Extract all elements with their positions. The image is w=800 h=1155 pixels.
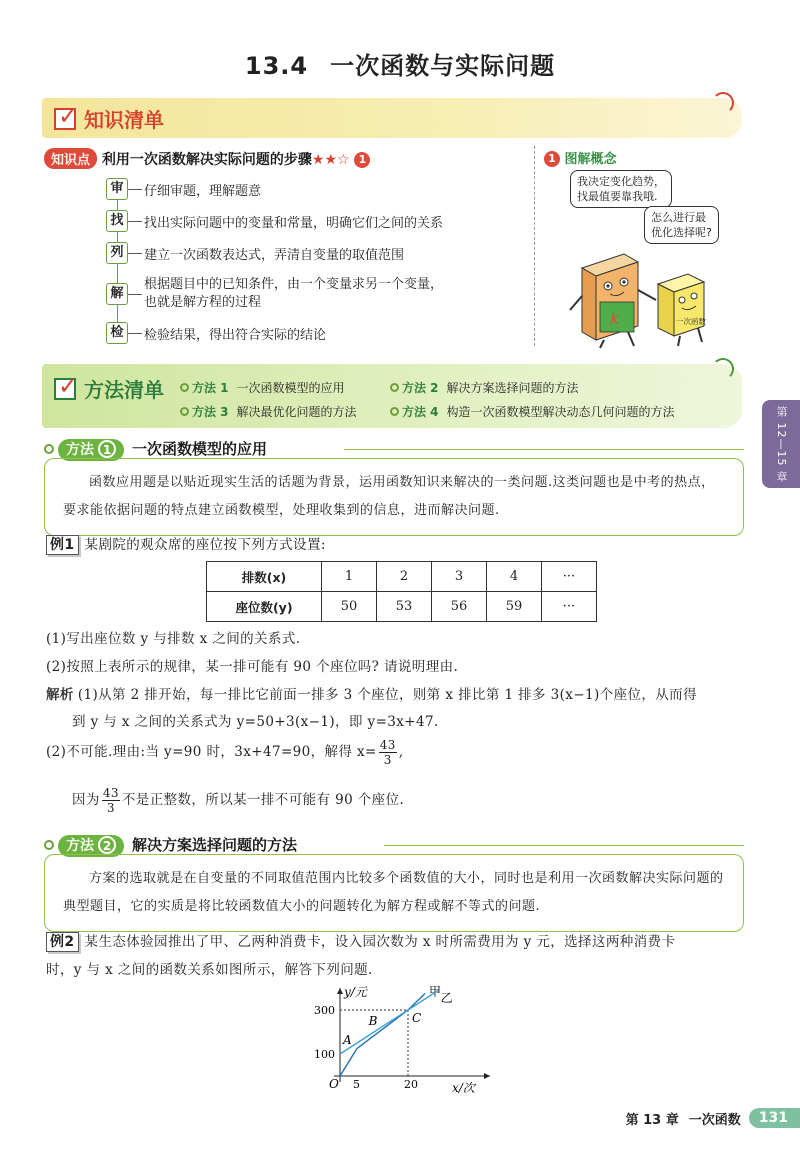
knowledge-point-header — [44, 148, 370, 169]
page-number: 131 — [749, 1108, 800, 1128]
footer-chapter-title: 一次函数 — [688, 1112, 741, 1128]
table-cell: ··· — [542, 562, 597, 592]
speech-bubble-2: 怎么进行最 优化选择呢? — [644, 206, 719, 244]
knowledge-banner — [42, 98, 742, 138]
step-item — [106, 322, 326, 344]
page-title — [0, 46, 800, 81]
step-item — [106, 242, 404, 264]
method2-title: 解决方案选择问题的方法 — [132, 836, 298, 854]
table-cell: 59 — [487, 592, 542, 622]
step-key: 检 — [106, 322, 128, 344]
example2-line-1: 例2 某生态体验园推出了甲、乙两种消费卡，设入园次数为 x 时所需费用为 y 元，选择这两种消费卡 — [46, 930, 766, 952]
question-1: (1)写出座位数 y 与排数 x 之间的关系式. — [46, 631, 301, 647]
method1-header — [44, 438, 744, 460]
box-label: 一次函数 — [676, 317, 706, 326]
step-text: 也就是解方程的过程 — [144, 295, 262, 310]
seat-table — [206, 561, 597, 622]
table-row — [207, 592, 597, 622]
step-text: 建立一次函数表达式，弄清自变量的取值范围 — [144, 247, 405, 263]
k-letter: k — [610, 309, 620, 328]
method2-pill: 方法 2 — [58, 835, 124, 857]
method2-header — [44, 834, 744, 856]
analysis-label: 解析 — [46, 687, 74, 703]
knowledge-point-title: 利用一次函数解决实际问题的步骤 — [101, 152, 312, 168]
table-cell: 4 — [487, 562, 542, 592]
section-number: 13.4 — [244, 52, 309, 80]
swirl-icon — [712, 92, 734, 114]
step-text: 仔细审题，理解题意 — [144, 183, 262, 199]
y-axis-label: y/元 — [344, 985, 367, 999]
method1-intro: 函数应用题是以贴近现实生活的话题为背景，运用函数知识来解决的一类问题.这类问题也是中考的热点，要求能依据问题的特点建立函数模型，处理收集到的信息，进而解决问题. — [44, 458, 744, 536]
table-cell: 2 — [377, 562, 432, 592]
table-row — [207, 562, 597, 592]
method2-intro: 方案的选取就是在自变量的不同取值范围内比较多个函数值的大小，同时也是利用一次函数解决实际问题的典型题目，它的实质是将比较函数值大小的问题转化为解方程或解不等式的问题. — [44, 854, 744, 932]
ref-badge: 1 — [544, 151, 560, 167]
origin-label: O — [329, 1077, 339, 1091]
footer-chapter: 第 13 章 — [625, 1112, 679, 1128]
concept-title: 图解概念 — [564, 152, 617, 167]
step-key: 解 — [106, 283, 128, 305]
x-tick-label: 5 — [353, 1078, 360, 1091]
check-icon — [54, 108, 76, 130]
point-label-A: A — [343, 1033, 352, 1047]
method-item-3: 方法 3 解决最优化问题的方法 — [180, 403, 390, 420]
x-tick-label: 20 — [404, 1078, 418, 1091]
concept-panel — [544, 148, 744, 348]
step-text: 根据题目中的已知条件，由一个变量求另一个变量， — [144, 277, 444, 292]
table-cell: ··· — [542, 592, 597, 622]
table-cell: 56 — [432, 592, 487, 622]
knowledge-banner-title: 知识清单 — [84, 108, 164, 132]
step-text: 找出实际问题中的变量和常量，明确它们之间的关系 — [144, 215, 444, 231]
table-header-cell: 排数(x) — [207, 562, 322, 592]
step-text: 检验结果，得出符合实际的结论 — [144, 327, 327, 343]
cartoon-illustration — [564, 240, 734, 350]
table-header-cell: 座位数(y) — [207, 592, 322, 622]
series-label-1: 甲 — [429, 984, 442, 999]
series-line-1 — [340, 994, 425, 1077]
step-item — [106, 210, 443, 232]
speech-bubble-1: 我决定变化趋势， 找最值要靠我哦. — [570, 170, 672, 208]
step-key: 审 — [106, 178, 128, 200]
table-cell: 1 — [322, 562, 377, 592]
fraction-43-3: $\frac{43}{3}$ — [102, 786, 119, 815]
example1-stem: 例1 某剧院的观众席的座位按下列方式设置: — [46, 533, 766, 555]
series-line-2 — [340, 990, 439, 1054]
step-item — [106, 276, 443, 312]
example2-label: 例2 — [46, 932, 79, 952]
method-item-2: 方法 2 解决方案选择问题的方法 — [390, 379, 730, 396]
method1-title: 一次函数模型的应用 — [132, 440, 268, 458]
step-item — [106, 178, 261, 200]
analysis-line-4: 因为 $\frac{43}{3}$ 不是正整数，所以某一排不可能有 90 个座位. — [72, 786, 405, 815]
difficulty-stars: ★★☆ — [311, 152, 350, 168]
step-key: 列 — [106, 242, 128, 264]
knowledge-point-pill: 知识点 — [44, 148, 97, 169]
analysis-line-2: 到 y 与 x 之间的关系式为 y=50+3(x−1)，即 y=3x+47. — [72, 714, 439, 730]
chapter-side-tab[interactable]: 第 12—15 章 — [762, 400, 800, 488]
function-chart — [300, 982, 500, 1094]
method-banner-title: 方法清单 — [84, 378, 164, 402]
method-item-4: 方法 4 构造一次函数模型解决动态几何问题的方法 — [390, 403, 730, 420]
column-divider — [534, 146, 535, 346]
analysis-line-3: (2)不可能.理由:当 y=90 时，3x+47=90，解得 x= $\frac{43}{3}$ , — [46, 738, 404, 767]
step-key: 找 — [106, 210, 128, 232]
table-cell: 3 — [432, 562, 487, 592]
section-title: 一次函数与实际问题 — [330, 52, 556, 80]
example2-line-2: 时，y 与 x 之间的函数关系如图所示，解答下列问题. — [46, 962, 373, 978]
ref-badge: 1 — [354, 152, 370, 168]
check-icon — [54, 378, 76, 400]
x-axis-label: x/次 — [452, 1081, 475, 1094]
table-cell: 50 — [322, 592, 377, 622]
method1-pill: 方法 1 — [58, 439, 124, 461]
analysis-line-1: 解析 (1)从第 2 排开始，每一排比它前面一排多 3 个座位，则第 x 排比第 1 排多 3(x−1)个座位，从而得 — [46, 687, 697, 703]
x-axis-arrow — [484, 1073, 490, 1079]
fraction-43-3: $\frac{43}{3}$ — [379, 738, 396, 767]
y-axis-arrow — [337, 988, 343, 994]
series-label-2: 乙 — [440, 991, 453, 1006]
page-footer — [626, 1108, 800, 1128]
question-2: (2)按照上表所示的规律，某一排可能有 90 个座位吗? 请说明理由. — [46, 659, 459, 675]
y-tick-label: 100 — [314, 1048, 335, 1061]
point-label-B: B — [368, 1013, 378, 1028]
example1-label: 例1 — [46, 535, 79, 555]
y-tick-label: 300 — [314, 1004, 335, 1017]
method-list — [180, 375, 740, 423]
table-cell: 53 — [377, 592, 432, 622]
point-label-C: C — [412, 1011, 422, 1025]
method-item-1: 方法 1 一次函数模型的应用 — [180, 379, 390, 396]
